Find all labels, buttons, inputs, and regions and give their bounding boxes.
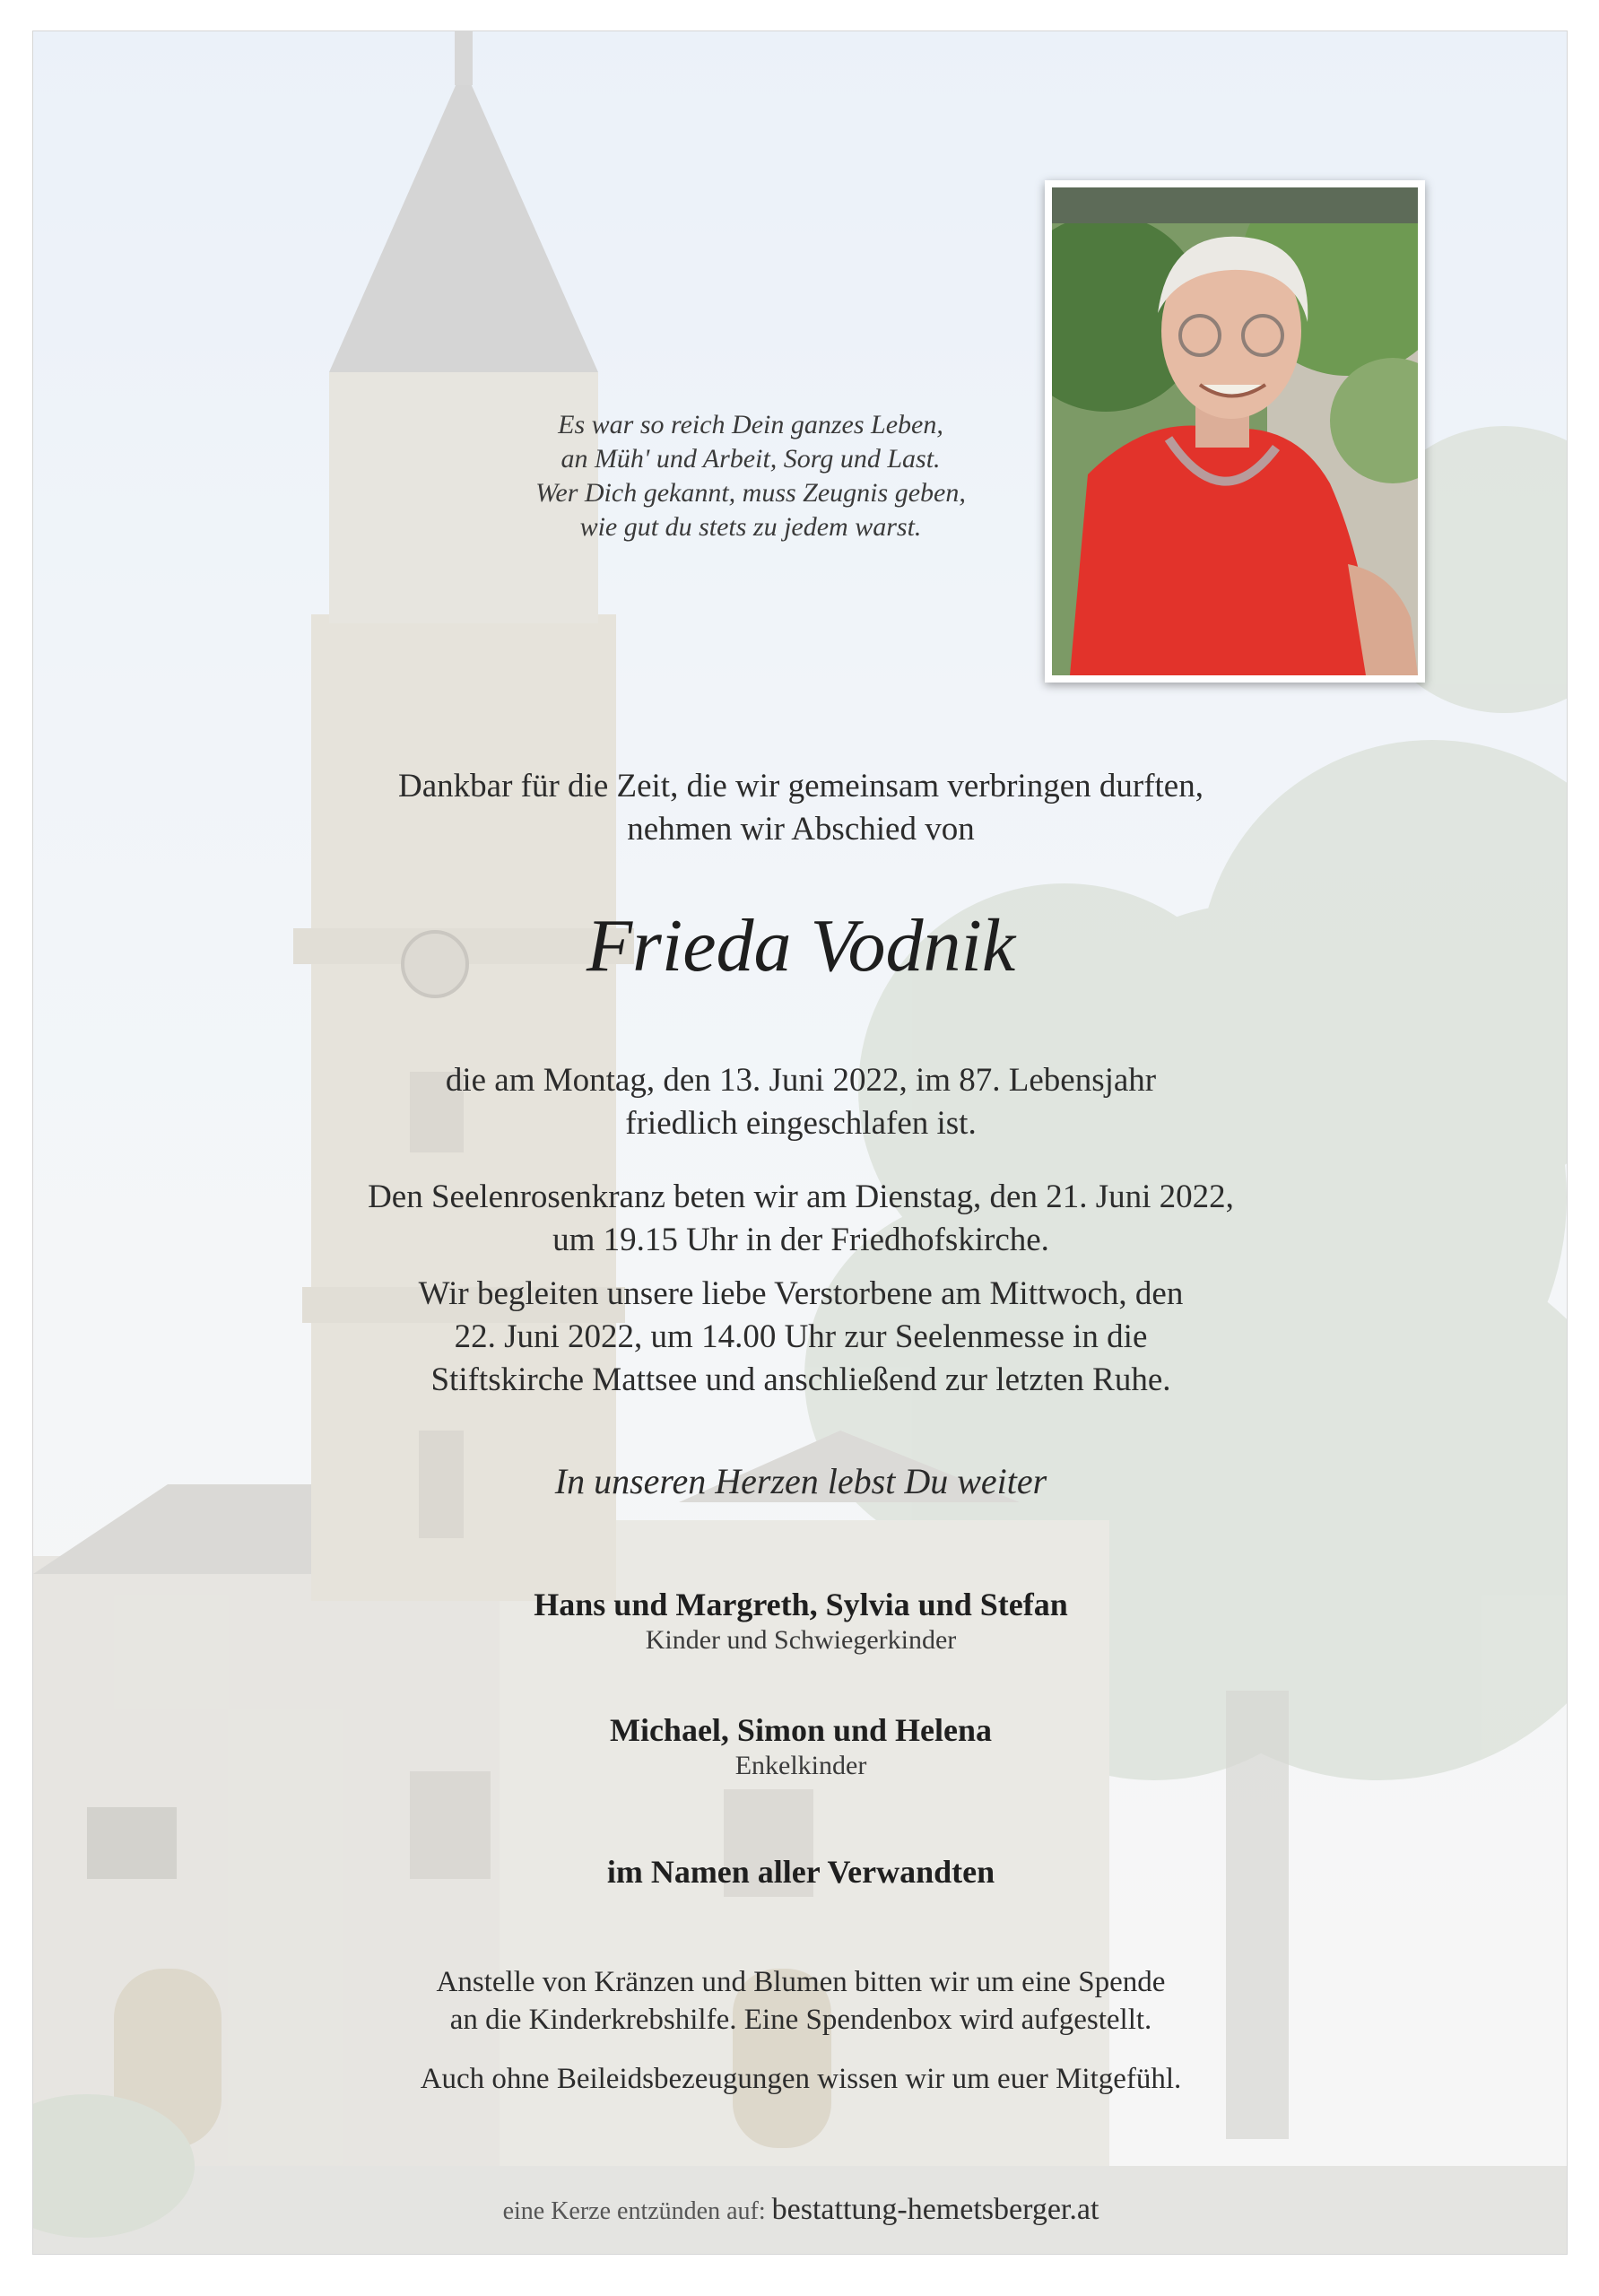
obituary-card xyxy=(32,30,1568,2255)
relatives-note: im Namen aller Verwandten xyxy=(606,1854,995,1890)
funeral-line: Stiftskirche Mattsee und anschließend zur letzten Ruhe. xyxy=(430,1361,1171,1398)
memorial-verse xyxy=(428,408,1073,544)
footer xyxy=(33,2195,1568,2227)
rosary-info xyxy=(33,1176,1568,1262)
intro-line: Dankbar für die Zeit, die wir gemeinsam verbringen durften, xyxy=(398,768,1204,804)
mourner-group xyxy=(33,1585,1568,1657)
footer-url-link[interactable]: bestattung-hemetsberger.at xyxy=(771,2193,1099,2226)
death-line: die am Montag, den 13. Juni 2022, im 87. Lebensjahr xyxy=(445,1062,1157,1099)
deceased-name: Frieda Vodnik xyxy=(586,904,1016,987)
intro-line: nehmen wir Abschied von xyxy=(627,811,975,848)
verse-line: an Müh' und Arbeit, Sorg und Last. xyxy=(561,444,941,474)
verse-line: Wer Dich gekannt, muss Zeugnis geben, xyxy=(535,478,966,508)
verse-line: Es war so reich Dein ganzes Leben, xyxy=(558,410,943,439)
donation-line: an die Kinderkrebshilfe. Eine Spendenbox wird aufgestellt. xyxy=(449,2004,1152,2036)
footer-prefix: eine Kerze entzünden auf: xyxy=(502,2197,766,2225)
donation-line: Anstelle von Kränzen und Blumen bitten wir um eine Spende xyxy=(436,1966,1166,1998)
death-line: friedlich eingeschlafen ist. xyxy=(625,1105,977,1142)
mourner-relation: Kinder und Schwiegerkinder xyxy=(645,1625,957,1655)
mourner-group xyxy=(33,1710,1568,1782)
donation-note xyxy=(33,1963,1568,2039)
intro-text xyxy=(33,765,1568,851)
death-notice xyxy=(33,1059,1568,1145)
rosary-line: um 19.15 Uhr in der Friedhofskirche. xyxy=(552,1222,1049,1258)
mourner-names: Hans und Margreth, Sylvia und Stefan xyxy=(534,1587,1068,1622)
condolence-note: Auch ohne Beileidsbezeugungen wissen wir um euer Mitgefühl. xyxy=(420,2063,1182,2095)
funeral-info xyxy=(33,1273,1568,1402)
mourner-names: Michael, Simon und Helena xyxy=(609,1712,993,1748)
verse-line: wie gut du stets zu jedem warst. xyxy=(579,512,922,542)
mourner-relation: Enkelkinder xyxy=(734,1751,867,1780)
portrait-photo xyxy=(1052,187,1418,675)
portrait-photo-frame xyxy=(1045,180,1425,683)
rosary-line: Den Seelenrosenkranz beten wir am Dienstag, den 21. Juni 2022, xyxy=(368,1178,1234,1215)
memorial-motto: In unseren Herzen lebst Du weiter xyxy=(554,1461,1047,1501)
funeral-line: Wir begleiten unsere liebe Verstorbene am Mittwoch, den xyxy=(418,1275,1184,1312)
funeral-line: 22. Juni 2022, um 14.00 Uhr zur Seelenmesse in die xyxy=(454,1318,1148,1355)
